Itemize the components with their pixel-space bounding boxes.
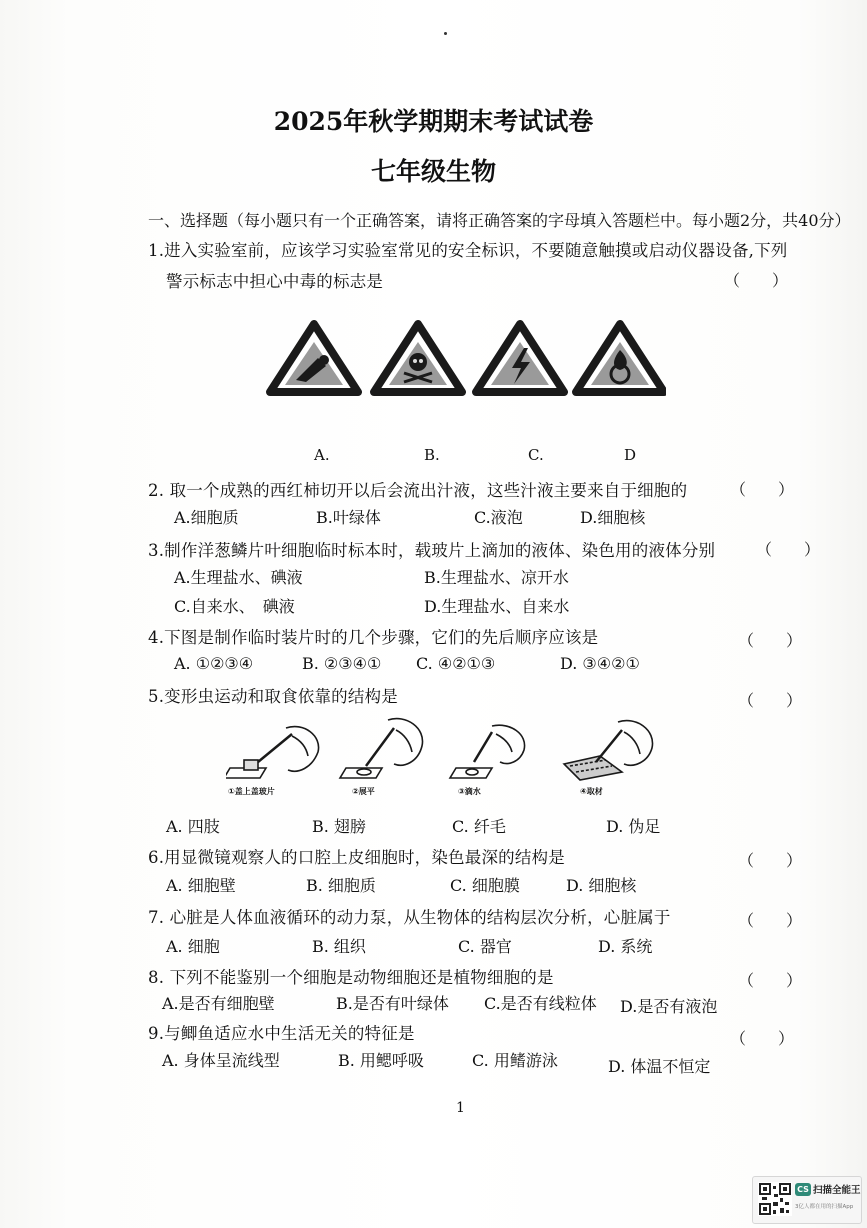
q4-text: 4.下图是制作临时装片时的几个步骤，它们的先后顺序应该是	[148, 628, 599, 647]
q1-label-a: A.	[314, 446, 330, 464]
q6-option-a: A. 细胞壁	[166, 876, 236, 895]
exam-subtitle: 七年级生物	[370, 157, 496, 186]
q1-line1: 1.进入实验室前，应该学习实验室常见的安全标识，不要随意触摸或启动仪器设备,下列	[148, 241, 788, 260]
q7-option-b: B. 组织	[312, 937, 366, 956]
q9-option-b: B. 用鳃呼吸	[338, 1051, 424, 1070]
q5-caption-3: ③滴水	[458, 787, 481, 796]
q2-option-b: B.叶绿体	[316, 508, 381, 527]
camscanner-logo-icon: CS	[795, 1183, 811, 1196]
q2-option-d: D.细胞核	[580, 508, 646, 527]
q8-answer-paren: （ ）	[738, 971, 803, 990]
q3-option-a: A.生理盐水、碘液	[174, 568, 303, 587]
q5-option-a: A. 四肢	[166, 817, 220, 836]
exam-title: 2025年秋学期期末考试试卷	[273, 107, 594, 136]
q9-option-c: C. 用鳍游泳	[472, 1051, 558, 1070]
q5-option-d: D. 伪足	[606, 817, 661, 836]
q3-option-b: B.生理盐水、凉开水	[424, 568, 569, 587]
q1-label-c: C.	[528, 446, 544, 464]
q9-option-a: A. 身体呈流线型	[162, 1051, 280, 1070]
q4-answer-paren: （ ）	[738, 631, 803, 650]
qr-code-icon	[758, 1182, 792, 1216]
hazard-sign-a	[270, 324, 358, 392]
q3-text: 3.制作洋葱鳞片叶细胞临时标本时，载玻片上滴加的液体、染色用的液体分别	[148, 541, 716, 560]
q2-option-c: C.液泡	[474, 508, 523, 527]
q3-option-d: D.生理盐水、自来水	[424, 597, 570, 616]
hazard-signs	[266, 318, 666, 398]
q7-option-d: D. 系统	[598, 937, 653, 956]
q8-option-d: D.是否有液泡	[620, 997, 718, 1016]
q5-answer-paren: （ ）	[738, 691, 803, 710]
q1-line2: 警示标志中担心中毒的标志是	[166, 272, 384, 291]
q4-option-d: D. ③④②①	[560, 654, 640, 673]
q7-option-c: C. 器官	[458, 937, 512, 956]
q5-caption-1: ①盖上盖玻片	[228, 787, 275, 796]
q4-option-a: A. ①②③④	[174, 654, 254, 673]
q6-option-c: C. 细胞膜	[450, 876, 520, 895]
q4-option-c: C. ④②①③	[416, 654, 496, 673]
q2-option-a: A.细胞质	[174, 508, 239, 527]
q5-option-b: B. 翅膀	[312, 817, 366, 836]
q7-answer-paren: （ ）	[738, 911, 803, 930]
q3-answer-paren: （ ）	[756, 540, 821, 559]
hazard-sign-b-skull	[374, 324, 462, 392]
q2-answer-paren: （ ）	[730, 480, 795, 499]
step-3-illustration	[450, 725, 525, 778]
scanner-watermark	[752, 1176, 862, 1224]
step-4-illustration	[564, 721, 653, 780]
q1-answer-paren: （ ）	[724, 271, 789, 290]
page-number: 1	[456, 1100, 465, 1116]
section-heading: 一、选择题（每小题只有一个正确答案，请将正确答案的字母填入答题栏中。每小题2分，共40分）	[148, 211, 851, 230]
step-2-illustration	[340, 719, 423, 778]
q8-text: 8. 下列不能鉴别一个细胞是动物细胞还是植物细胞的是	[148, 968, 554, 987]
hazard-sign-d-flame	[576, 324, 664, 392]
q8-option-a: A.是否有细胞壁	[162, 994, 275, 1013]
q1-label-d: D	[624, 446, 637, 464]
watermark-brand: 扫描全能王	[813, 1185, 861, 1196]
q6-option-d: D. 细胞核	[566, 876, 637, 895]
q6-text: 6.用显微镜观察人的口腔上皮细胞时，染色最深的结构是	[148, 848, 565, 867]
slide-prep-steps-figure	[226, 712, 666, 784]
q5-caption-4: ④取材	[580, 787, 603, 796]
q9-option-d: D. 体温不恒定	[608, 1057, 711, 1076]
q8-option-b: B.是否有叶绿体	[336, 994, 449, 1013]
watermark-tagline: 3亿人都在用的扫描App	[795, 1204, 854, 1210]
q9-text: 9.与鲫鱼适应水中生活无关的特征是	[148, 1024, 415, 1043]
q8-option-c: C.是否有线粒体	[484, 994, 597, 1013]
step-1-illustration	[226, 727, 319, 778]
hazard-sign-c-electric	[476, 324, 564, 392]
q5-text: 5.变形虫运动和取食依靠的结构是	[148, 687, 398, 706]
q1-label-b: B.	[424, 446, 440, 464]
q9-answer-paren: （ ）	[730, 1029, 795, 1048]
q5-caption-2: ②展平	[352, 787, 375, 796]
scan-speck	[444, 32, 447, 35]
q2-text: 2. 取一个成熟的西红柿切开以后会流出汁液，这些汁液主要来自于细胞的	[148, 481, 688, 500]
q7-text: 7. 心脏是人体血液循环的动力泵，从生物体的结构层次分析，心脏属于	[148, 908, 671, 927]
q3-option-c: C.自来水、 碘液	[174, 597, 295, 616]
q6-answer-paren: （ ）	[738, 851, 803, 870]
q5-option-c: C. 纤毛	[452, 817, 506, 836]
q7-option-a: A. 细胞	[166, 937, 220, 956]
q4-option-b: B. ②③④①	[302, 654, 382, 673]
q6-option-b: B. 细胞质	[306, 876, 376, 895]
